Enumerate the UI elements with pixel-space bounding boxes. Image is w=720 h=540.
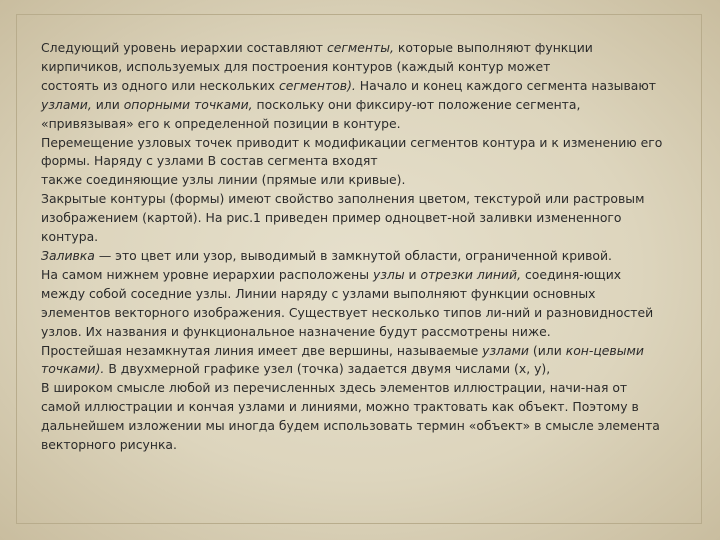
text-run: изображением (картой). На рис.1 приведен пример одноцвет-ной заливки измененного: [41, 210, 622, 226]
emphasized-term: отрезки линий,: [420, 266, 522, 282]
text-line: [41, 285, 696, 304]
text-run: соединя-ющих: [521, 266, 622, 282]
emphasized-term: кон-цевыми: [565, 342, 644, 358]
text-run: состоять из одного или нескольких: [41, 77, 279, 93]
emphasized-term: сегменты,: [326, 40, 394, 55]
text-line: [41, 417, 696, 436]
text-line: [41, 77, 696, 96]
text-run: векторного рисунка.: [41, 437, 177, 453]
emphasized-term: узлами: [482, 342, 529, 358]
text-line: [41, 398, 696, 417]
text-run: Перемещение узловых точек приводит к модификации сегментов контура и к изменению его: [41, 134, 663, 150]
body-text: [41, 39, 696, 455]
text-line: [41, 247, 696, 266]
text-run: Простейшая незамкнутая линия имеет две вершины, называемые: [41, 342, 483, 358]
text-line: [41, 96, 696, 115]
text-run: между собой соседние узлы. Линии наряду с узлами выполняют функции основных: [41, 285, 596, 301]
text-line: [41, 39, 696, 58]
text-line: [41, 190, 696, 209]
text-run: Следующий уровень иерархии составляют: [41, 40, 327, 55]
text-run: формы. Наряду с узлами В состав сегмента входят: [41, 153, 378, 169]
text-line: [41, 209, 696, 228]
text-run: узлов. Их названия и функциональное назначение будут рассмотрены ниже.: [41, 323, 551, 339]
text-line: [41, 58, 696, 77]
text-run: которые выполняют функции: [393, 40, 593, 55]
text-run: Закрытые контуры (формы) имеют свойство заполнения цветом, текстурой или растровым: [41, 191, 645, 207]
text-line: [41, 360, 696, 379]
text-line: [41, 134, 696, 153]
text-line: [41, 266, 696, 285]
text-line: [41, 379, 696, 398]
text-line: [41, 115, 696, 134]
text-run: — это цвет или узор, выводимый в замкнутой области, ограниченной кривой.: [94, 247, 612, 263]
text-line: [41, 436, 696, 455]
text-line: [41, 152, 696, 171]
text-run: элементов векторного изображения. Существует несколько типов ли-ний и разновидностей: [41, 304, 654, 320]
text-run: Начало и конец каждого сегмента называют: [355, 77, 657, 93]
emphasized-term: узлами,: [41, 96, 92, 112]
emphasized-term: Заливка: [41, 247, 95, 263]
text-run: В широком смысле любой из перечисленных здесь элементов иллюстрации, начи-ная от: [41, 380, 628, 396]
text-run: В двухмерной графике узел (точка) задается двумя числами (x, y),: [104, 361, 551, 377]
text-run: также соединяющие узлы линии (прямые или кривые).: [41, 172, 406, 188]
text-run: кирпичиков, используемых для построения контуров (каждый контур может: [41, 58, 551, 74]
text-line: [41, 323, 696, 342]
emphasized-term: узлы: [372, 266, 405, 282]
text-line: [41, 171, 696, 190]
text-run: На самом нижнем уровне иерархии расположены: [41, 266, 373, 282]
text-run: или: [91, 96, 124, 112]
emphasized-term: точками).: [41, 361, 105, 377]
text-run: (или: [528, 342, 566, 358]
text-line: [41, 304, 696, 323]
text-run: поскольку они фиксиру-ют положение сегмента,: [252, 96, 581, 112]
text-run: и: [404, 266, 421, 282]
text-run: контура.: [41, 229, 99, 245]
text-run: «привязывая» его к определенной позиции в контуре.: [41, 115, 401, 131]
text-line: [41, 228, 696, 247]
emphasized-term: опорными точками,: [123, 96, 253, 112]
text-run: самой иллюстрации и кончая узлами и линиями, можно трактовать как объект. Поэтому в: [41, 399, 639, 415]
emphasized-term: сегментов).: [278, 77, 356, 93]
text-line: [41, 342, 696, 361]
text-run: дальнейшем изложении мы иногда будем использовать термин «объект» в смысле элемента: [41, 418, 660, 434]
